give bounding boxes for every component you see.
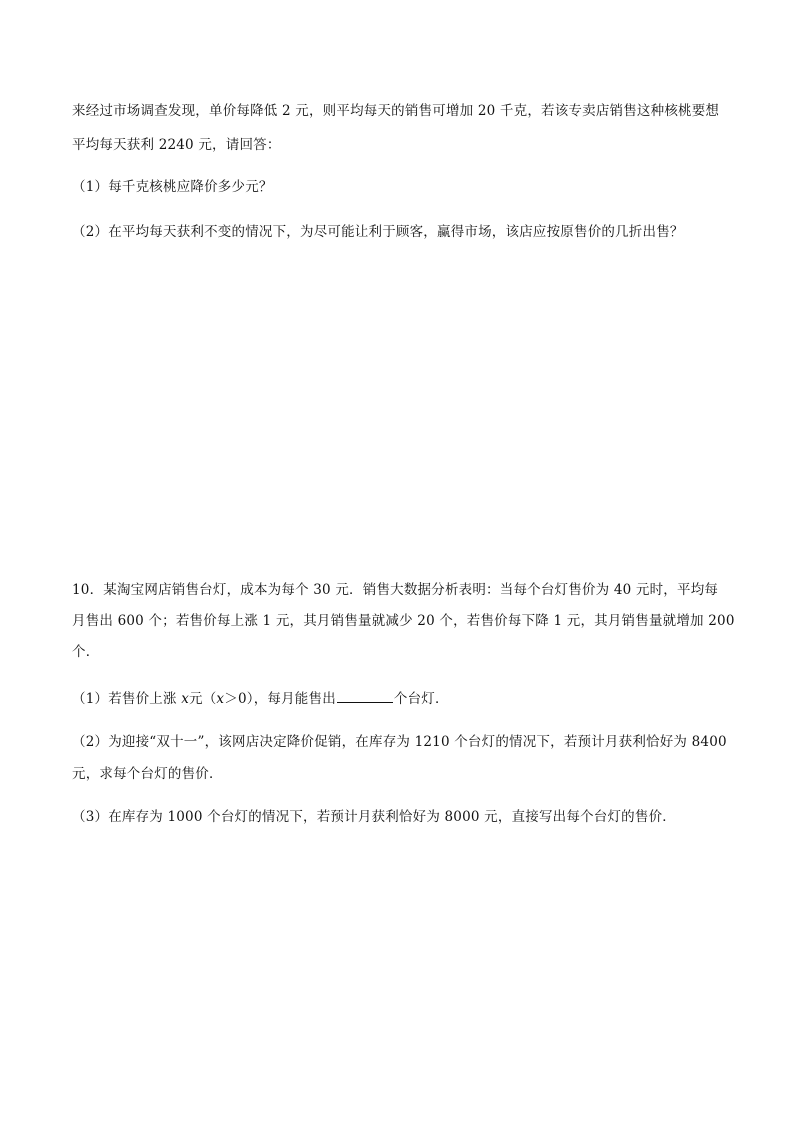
q1-condition-variable: x	[216, 691, 225, 707]
answer-blank	[337, 688, 393, 703]
problem10-question2-line1: （2）为迎接“双十一”，该网店决定降价促销，在库存为 1210 个台灯的情况下，若预计月获利恰好为 8400	[72, 734, 727, 750]
problem10-question1	[72, 688, 449, 708]
problem10-question3: （3）在库存为 1000 个台灯的情况下，若预计月获利恰好为 8000 元，直接写出每个台灯的售价．	[72, 809, 676, 825]
q1-mid: 元（	[189, 691, 217, 707]
q1-variable: x	[181, 691, 190, 707]
problem9-question1: （1）每千克核桃应降价多少元？	[72, 179, 273, 195]
q1-condition: ＞0），每月能售出	[224, 691, 336, 707]
q1-suffix: 个台灯．	[393, 691, 449, 707]
problem9-question2: （2）在平均每天获利不变的情况下，为尽可能让利于顾客，赢得市场，该店应按原售价的几折出售？	[72, 224, 684, 240]
problem10-text-line3: 个．	[72, 644, 100, 660]
problem10-text-line2: 月售出 600 个；若售价每上涨 1 元，其月销售量就减少 20 个，若售价每下降 1 元，其月销售量就增加 200	[72, 613, 735, 629]
q1-prefix: （1）若售价上涨	[72, 691, 182, 707]
problem10-text-line1: 10．某淘宝网店销售台灯，成本为每个 30 元．销售大数据分析表明：当每个台灯售价为 40 元时，平均每	[72, 582, 719, 598]
problem9-text-line2: 平均每天获利 2240 元，请回答：	[72, 137, 281, 153]
problem9-text-line1: 来经过市场调查发现，单价每降低 2 元，则平均每天的销售可增加 20 千克，若该专卖店销售这种核桃要想	[72, 103, 720, 119]
problem10-question2-line2: 元，求每个台灯的售价．	[72, 766, 223, 782]
